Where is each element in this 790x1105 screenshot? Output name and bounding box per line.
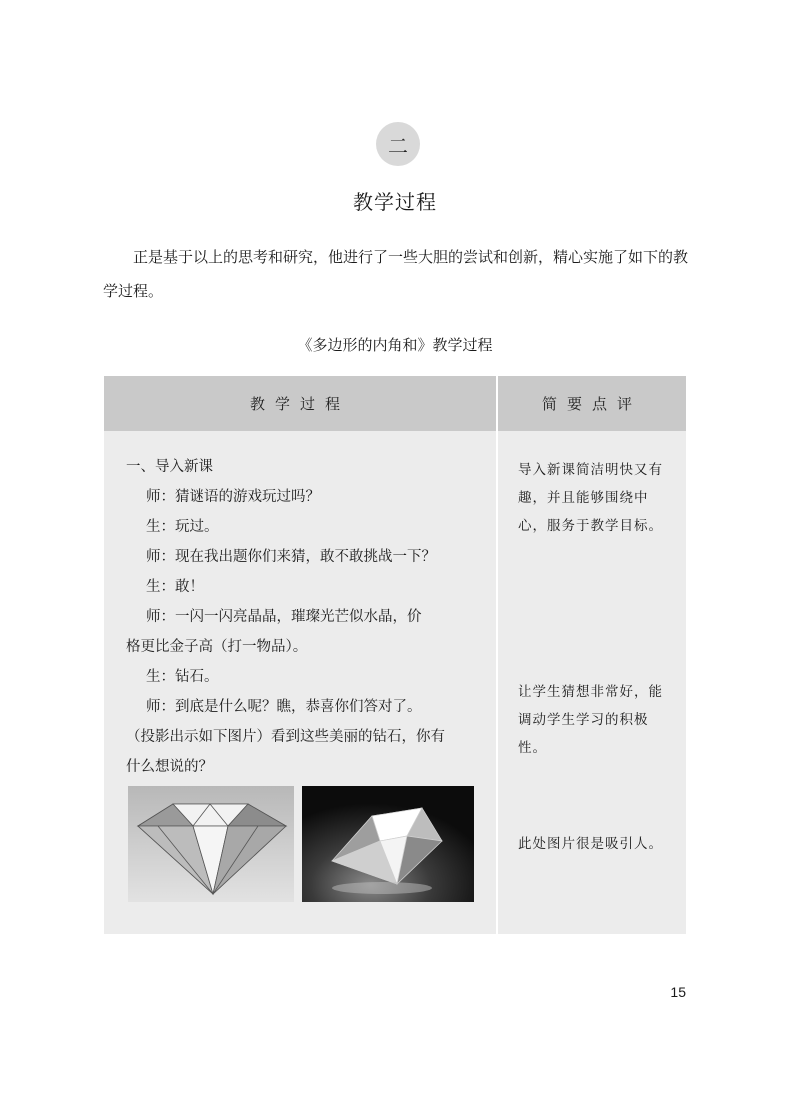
process-line: 师：一闪一闪亮晶晶，璀璨光芒似水晶，价 <box>146 609 422 625</box>
diamond-photo-dark <box>302 786 474 902</box>
process-line: 师：到底是什么呢？瞧，恭喜你们答对了。 <box>146 699 422 715</box>
column-divider <box>496 376 498 934</box>
process-line: 生：敢！ <box>146 579 204 595</box>
page-number: 15 <box>670 984 686 1000</box>
teaching-process-table <box>104 376 686 934</box>
diamond-photo-light <box>128 786 294 902</box>
process-line: 师：现在我出题你们来猜，敢不敢挑战一下？ <box>146 549 436 565</box>
process-line: 一、导入新课 <box>126 459 213 475</box>
chapter-number-badge <box>376 122 420 166</box>
process-line: 生：玩过。 <box>146 519 219 535</box>
table-caption: 《多边形的内角和》教学过程 <box>297 336 493 354</box>
process-line: 格更比金子高（打一物品）。 <box>126 639 308 655</box>
process-line: （投影出示如下图片）看到这些美丽的钻石，你有 <box>126 729 445 745</box>
table-header-comments: 简要点评 <box>498 376 686 431</box>
chapter-number: 二 <box>388 133 408 158</box>
process-line: 生：钻石。 <box>146 669 219 685</box>
comment-intro: 导入新课简洁明快又有趣，并且能够围绕中心，服务于教学目标。 <box>518 462 663 534</box>
section-title: 教学过程 <box>353 190 437 214</box>
comment-images: 此处图片很是吸引人。 <box>518 836 663 852</box>
table-header-process: 教学过程 <box>104 376 496 431</box>
process-content <box>126 452 478 782</box>
intro-paragraph: 正是基于以上的思考和研究，他进行了一些大胆的尝试和创新，精心实施了如下的教学过程。 <box>103 248 689 300</box>
comment-guessing: 让学生猜想非常好，能调动学生学习的积极性。 <box>518 684 663 756</box>
process-line: 师：猜谜语的游戏玩过吗？ <box>146 489 320 505</box>
process-line: 什么想说的？ <box>126 759 213 775</box>
